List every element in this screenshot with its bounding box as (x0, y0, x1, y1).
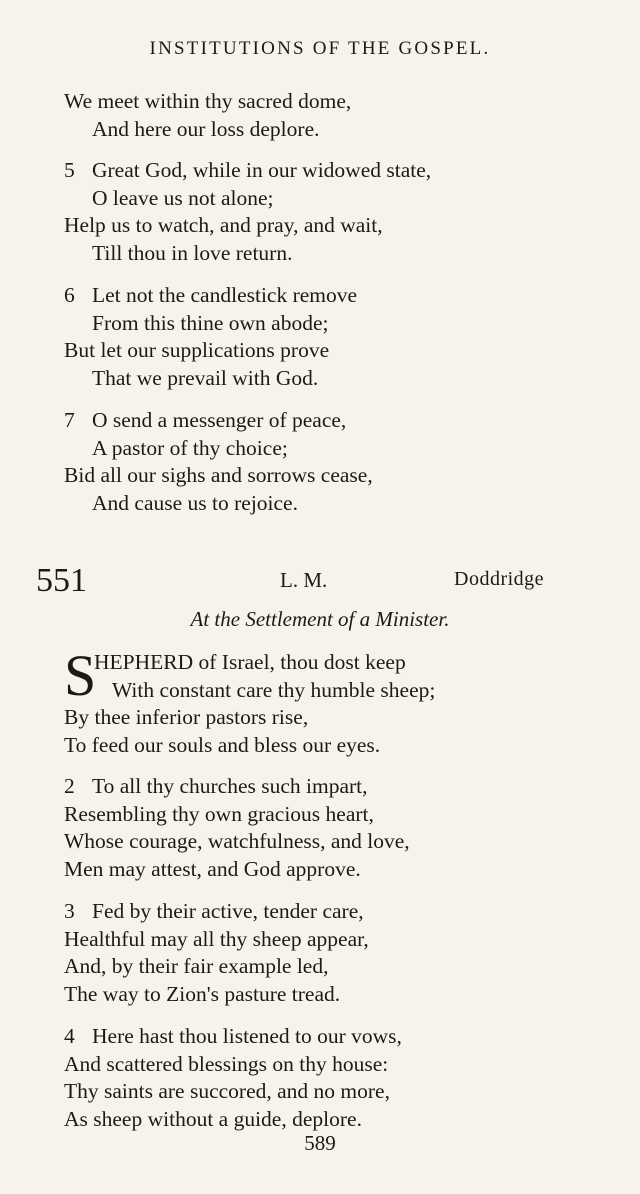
stanza-2 (64, 773, 410, 883)
verse-line: Healthful may all thy sheep appear, (64, 926, 369, 951)
stanza-6 (64, 282, 357, 392)
verse-line: 2 To all thy churches such impart, (64, 773, 410, 801)
verse-line: And, by their fair example led, (64, 954, 329, 978)
verse-line: Help us to watch, and pray, and wait, (64, 213, 383, 237)
verse-line: HEPHERD of Israel, thou dost keep (94, 650, 406, 674)
verse-line: By thee inferior pastors rise, (64, 705, 309, 729)
stanza-5 (64, 157, 431, 267)
running-head: INSTITUTIONS OF THE GOSPEL. (149, 38, 491, 59)
verse-line: We meet within thy sacred dome, (64, 89, 352, 113)
verse-line: That we prevail with God. (92, 365, 319, 390)
stanza-7 (64, 407, 373, 517)
verse-line: To feed our souls and bless our eyes. (64, 732, 381, 757)
verse-line: From this thine own abode; (92, 310, 329, 335)
verse-line: A pastor of thy choice; (92, 435, 288, 460)
verse-line: Men may attest, and God approve. (64, 856, 361, 881)
verse-line: 5 Great God, while in our widowed state, (64, 157, 431, 185)
verse-line: Thy saints are succored, and no more, (64, 1079, 390, 1103)
stanza-number: 3 (64, 899, 75, 923)
verse-line: Bid all our sighs and sorrows cease, (64, 463, 373, 487)
stanza-number: 2 (64, 774, 75, 798)
stanza-4 (64, 1023, 402, 1133)
hymn-author: Doddridge (454, 568, 545, 590)
verse-line: 7 O send a messenger of peace, (64, 407, 373, 435)
stanza-number: 5 (64, 158, 75, 182)
verse-line: 3 Fed by their active, tender care, (64, 898, 369, 926)
hymn-meter: L. M. (280, 568, 328, 592)
stanza-number: 4 (64, 1024, 75, 1048)
stanza-number: 7 (64, 408, 75, 432)
verse-line: 4 Here hast thou listened to our vows, (64, 1023, 402, 1051)
drop-cap: S (64, 643, 97, 708)
verse-line: With constant care thy humble sheep; (112, 677, 436, 702)
stanza-3 (64, 898, 369, 1008)
verse-line: And cause us to rejoice. (92, 490, 298, 515)
verse-line: O leave us not alone; (92, 185, 274, 210)
verse-line: Resembling thy own gracious heart, (64, 801, 374, 826)
page-number: 589 (304, 1131, 336, 1155)
verse-line: As sheep without a guide, deplore. (64, 1106, 362, 1131)
stanza-1 (64, 643, 436, 759)
verse-line: The way to Zion's pasture tread. (64, 981, 341, 1006)
stanza-number: 6 (64, 283, 75, 307)
verse-line: And here our loss deplore. (92, 116, 320, 141)
hymn-occasion: At the Settlement of a Minister. (190, 607, 450, 631)
verse-line: Till thou in love return. (92, 240, 293, 265)
verse-line: But let our supplications prove (64, 338, 330, 362)
verse-line: 6 Let not the candlestick remove (64, 282, 357, 310)
hymn-number: 551 (36, 562, 87, 599)
stanza-continued (64, 88, 351, 143)
verse-line: And scattered blessings on thy house: (64, 1051, 389, 1076)
verse-line: Whose courage, watchfulness, and love, (64, 829, 410, 853)
